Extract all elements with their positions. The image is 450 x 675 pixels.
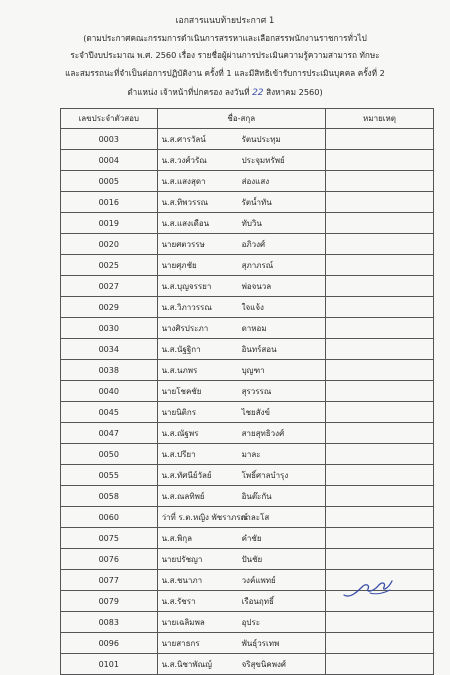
name-cell bbox=[157, 507, 325, 528]
last-name: ดาหอม bbox=[241, 323, 267, 333]
name-cell bbox=[157, 339, 325, 360]
first-name: น.ส.ศารวัลน์ bbox=[161, 134, 206, 144]
name-cell bbox=[157, 360, 325, 381]
name-cell bbox=[157, 423, 325, 444]
name-cell bbox=[157, 150, 325, 171]
name-cell bbox=[157, 318, 325, 339]
exam-id-cell: 0038 bbox=[61, 360, 158, 381]
last-name: กาละโส bbox=[241, 512, 270, 522]
table-row bbox=[61, 213, 434, 234]
note-cell bbox=[326, 360, 434, 381]
first-name: ว่าที่ ร.ต.หญิง พัชราภรณ์ bbox=[161, 512, 248, 522]
note-cell bbox=[326, 528, 434, 549]
last-name: รัตนประทุม bbox=[241, 134, 281, 144]
exam-id-cell: 0101 bbox=[61, 654, 158, 675]
first-name: น.ส.แสงสุดา bbox=[161, 176, 206, 186]
table-row bbox=[61, 255, 434, 276]
first-name: น.ส.นิชาพัณญ์ bbox=[161, 659, 212, 669]
exam-id-cell: 0016 bbox=[61, 192, 158, 213]
last-name: สายสุทธิวงศ์ bbox=[241, 428, 285, 438]
last-name: เรือนฤทธิ์ bbox=[241, 596, 274, 606]
first-name: น.ส.รัชรา bbox=[161, 596, 196, 606]
name-cell bbox=[157, 465, 325, 486]
first-name: นายเฉลิมพล bbox=[161, 617, 205, 627]
first-name: น.ส.แสงเดือน bbox=[161, 218, 210, 228]
first-name: น.ส.ชนาภา bbox=[161, 575, 203, 585]
first-name: น.ส.วงศ์วรัณ bbox=[161, 155, 207, 165]
name-cell bbox=[157, 654, 325, 675]
table-row bbox=[61, 318, 434, 339]
name-cell bbox=[157, 402, 325, 423]
table-row bbox=[61, 486, 434, 507]
last-name: พันธุ์วรเทพ bbox=[241, 638, 280, 648]
header-line-3: และสมรรถนะที่จำเป็นต่อการปฏิบัติงาน ครั้งที่ 1 และมีสิทธิเข้ารับการประเมินบุคคล ครั้งที่ 2 bbox=[65, 68, 385, 78]
first-name: นายปรัชญา bbox=[161, 554, 203, 564]
exam-id-cell: 0077 bbox=[61, 570, 158, 591]
table-row bbox=[61, 192, 434, 213]
handwritten-day: 22 bbox=[252, 88, 264, 98]
exam-id-cell: 0047 bbox=[61, 423, 158, 444]
column-header-name: ชื่อ-สกุล bbox=[157, 109, 325, 129]
table-row bbox=[61, 171, 434, 192]
first-name: น.ส.วิภาวรรณ bbox=[161, 302, 212, 312]
exam-id-cell: 0004 bbox=[61, 150, 158, 171]
exam-id-cell: 0030 bbox=[61, 318, 158, 339]
name-cell bbox=[157, 612, 325, 633]
name-cell bbox=[157, 549, 325, 570]
header-line-4-prefix: ตำแหน่ง เจ้าหน้าที่ปกครอง ลงวันที่ bbox=[127, 87, 250, 97]
note-cell bbox=[326, 318, 434, 339]
last-name: อุประ bbox=[241, 617, 261, 627]
exam-id-cell: 0029 bbox=[61, 297, 158, 318]
last-name: จริสุขนิคพงศ์ bbox=[241, 659, 286, 669]
column-header-note: หมายเหตุ bbox=[326, 109, 434, 129]
name-cell bbox=[157, 486, 325, 507]
note-cell bbox=[326, 486, 434, 507]
last-name: สุภาภรณ์ bbox=[241, 260, 274, 270]
exam-id-cell: 0096 bbox=[61, 633, 158, 654]
exam-id-cell: 0040 bbox=[61, 381, 158, 402]
note-cell bbox=[326, 654, 434, 675]
name-cell bbox=[157, 528, 325, 549]
name-cell bbox=[157, 381, 325, 402]
first-name: นายสาธกร bbox=[161, 638, 200, 648]
exam-id-cell: 0060 bbox=[61, 507, 158, 528]
table-row bbox=[61, 360, 434, 381]
last-name: บุญฑา bbox=[241, 365, 265, 375]
exam-id-cell: 0019 bbox=[61, 213, 158, 234]
note-cell bbox=[326, 213, 434, 234]
exam-id-cell: 0027 bbox=[61, 276, 158, 297]
first-name: น.ส.นภพร bbox=[161, 365, 198, 375]
last-name: อินต๊ะกัน bbox=[241, 491, 272, 501]
exam-id-cell: 0075 bbox=[61, 528, 158, 549]
note-cell bbox=[326, 297, 434, 318]
first-name: นายศตวรรษ bbox=[161, 239, 205, 249]
table-row bbox=[61, 339, 434, 360]
first-name: น.ส.ณลทิพย์ bbox=[161, 491, 205, 501]
note-cell bbox=[326, 276, 434, 297]
table-row bbox=[61, 402, 434, 423]
table-row bbox=[61, 654, 434, 675]
note-cell bbox=[326, 255, 434, 276]
header-line-4-suffix: สิงหาคม 2560) bbox=[266, 87, 323, 97]
first-name: น.ส.ปรียา bbox=[161, 449, 196, 459]
first-name: น.ส.บุญจรรยา bbox=[161, 281, 212, 291]
last-name: อินทร์สอน bbox=[241, 344, 277, 354]
table-row bbox=[61, 444, 434, 465]
exam-id-cell: 0055 bbox=[61, 465, 158, 486]
exam-id-cell: 0005 bbox=[61, 171, 158, 192]
exam-id-cell: 0034 bbox=[61, 339, 158, 360]
first-name: น.ส.ทัศนีย์วัลย์ bbox=[161, 470, 212, 480]
first-name: น.ส.นัฐฐิกา bbox=[161, 344, 201, 354]
note-cell bbox=[326, 465, 434, 486]
name-cell bbox=[157, 255, 325, 276]
table-row bbox=[61, 150, 434, 171]
first-name: น.ส.ณัฐพร bbox=[161, 428, 199, 438]
last-name: สุรวรรณ bbox=[241, 386, 272, 396]
last-name: ส่องแสง bbox=[241, 176, 270, 186]
table-row bbox=[61, 612, 434, 633]
last-name: รัตน์ำทัน bbox=[241, 197, 272, 207]
table-row bbox=[61, 276, 434, 297]
last-name: โพธิ์ศาลบำรุง bbox=[241, 470, 289, 480]
table-header-row bbox=[61, 109, 434, 129]
table-row bbox=[61, 381, 434, 402]
note-cell bbox=[326, 339, 434, 360]
note-cell bbox=[326, 423, 434, 444]
exam-id-cell: 0045 bbox=[61, 402, 158, 423]
note-cell bbox=[326, 192, 434, 213]
exam-id-cell: 0050 bbox=[61, 444, 158, 465]
first-name: นายนิติกร bbox=[161, 407, 197, 417]
table-row bbox=[61, 297, 434, 318]
name-cell bbox=[157, 213, 325, 234]
table-row bbox=[61, 423, 434, 444]
last-name: ใจแจ้ง bbox=[241, 302, 264, 312]
handwritten-signature bbox=[340, 573, 396, 601]
table-row bbox=[61, 129, 434, 150]
name-cell bbox=[157, 297, 325, 318]
name-cell bbox=[157, 171, 325, 192]
note-cell bbox=[326, 507, 434, 528]
exam-id-cell: 0083 bbox=[61, 612, 158, 633]
name-cell bbox=[157, 276, 325, 297]
last-name: อภิวงศ์ bbox=[241, 239, 266, 249]
name-cell bbox=[157, 129, 325, 150]
header-line-2: ระจำปีงบประมาณ พ.ศ. 2560 เรื่อง รายชื่อผู้ผ่านการประเมินความรู้ความสามารถ ทักษะ bbox=[70, 50, 380, 60]
first-name: นายโชคชัย bbox=[161, 386, 202, 396]
last-name: พ่อจนวล bbox=[241, 281, 272, 291]
note-cell bbox=[326, 171, 434, 192]
note-cell bbox=[326, 549, 434, 570]
header-line-1: (ตามประกาศคณะกรรมการดำเนินการสรรหาและเลือกสรรพนักงานราชการทั่วไป bbox=[83, 33, 367, 43]
first-name: น.ส.ทิพวรรณ bbox=[161, 197, 209, 207]
column-header-exam-id: เลขประจำตัวสอบ bbox=[61, 109, 158, 129]
name-cell bbox=[157, 591, 325, 612]
exam-id-cell: 0003 bbox=[61, 129, 158, 150]
last-name: มาละ bbox=[241, 449, 261, 459]
table-row bbox=[61, 507, 434, 528]
last-name: ไชยสังข์ bbox=[241, 407, 270, 417]
last-name: คำชัย bbox=[241, 533, 262, 543]
last-name: ทับวิน bbox=[241, 218, 262, 228]
exam-id-cell: 0020 bbox=[61, 234, 158, 255]
name-cell bbox=[157, 570, 325, 591]
table-row bbox=[61, 549, 434, 570]
note-cell bbox=[326, 612, 434, 633]
last-name: วงค์แพทย์ bbox=[241, 575, 276, 585]
note-cell bbox=[326, 444, 434, 465]
last-name: ประจุมทรัพย์ bbox=[241, 155, 285, 165]
table-row bbox=[61, 234, 434, 255]
exam-id-cell: 0025 bbox=[61, 255, 158, 276]
first-name: น.ส.พิกุล bbox=[161, 533, 193, 543]
exam-id-cell: 0058 bbox=[61, 486, 158, 507]
note-cell bbox=[326, 129, 434, 150]
table-row bbox=[61, 465, 434, 486]
first-name: นางศิรประภา bbox=[161, 323, 209, 333]
header-line-4 bbox=[0, 87, 450, 99]
last-name: ปันชัย bbox=[241, 554, 263, 564]
name-cell bbox=[157, 444, 325, 465]
exam-id-cell: 0076 bbox=[61, 549, 158, 570]
note-cell bbox=[326, 402, 434, 423]
table-row bbox=[61, 528, 434, 549]
exam-id-cell: 0079 bbox=[61, 591, 158, 612]
name-cell bbox=[157, 234, 325, 255]
note-cell bbox=[326, 234, 434, 255]
first-name: นายศุภชัย bbox=[161, 260, 197, 270]
name-cell bbox=[157, 192, 325, 213]
note-cell bbox=[326, 381, 434, 402]
document-title: เอกสารแนบท้ายประกาศ 1 bbox=[175, 16, 275, 26]
note-cell bbox=[326, 150, 434, 171]
